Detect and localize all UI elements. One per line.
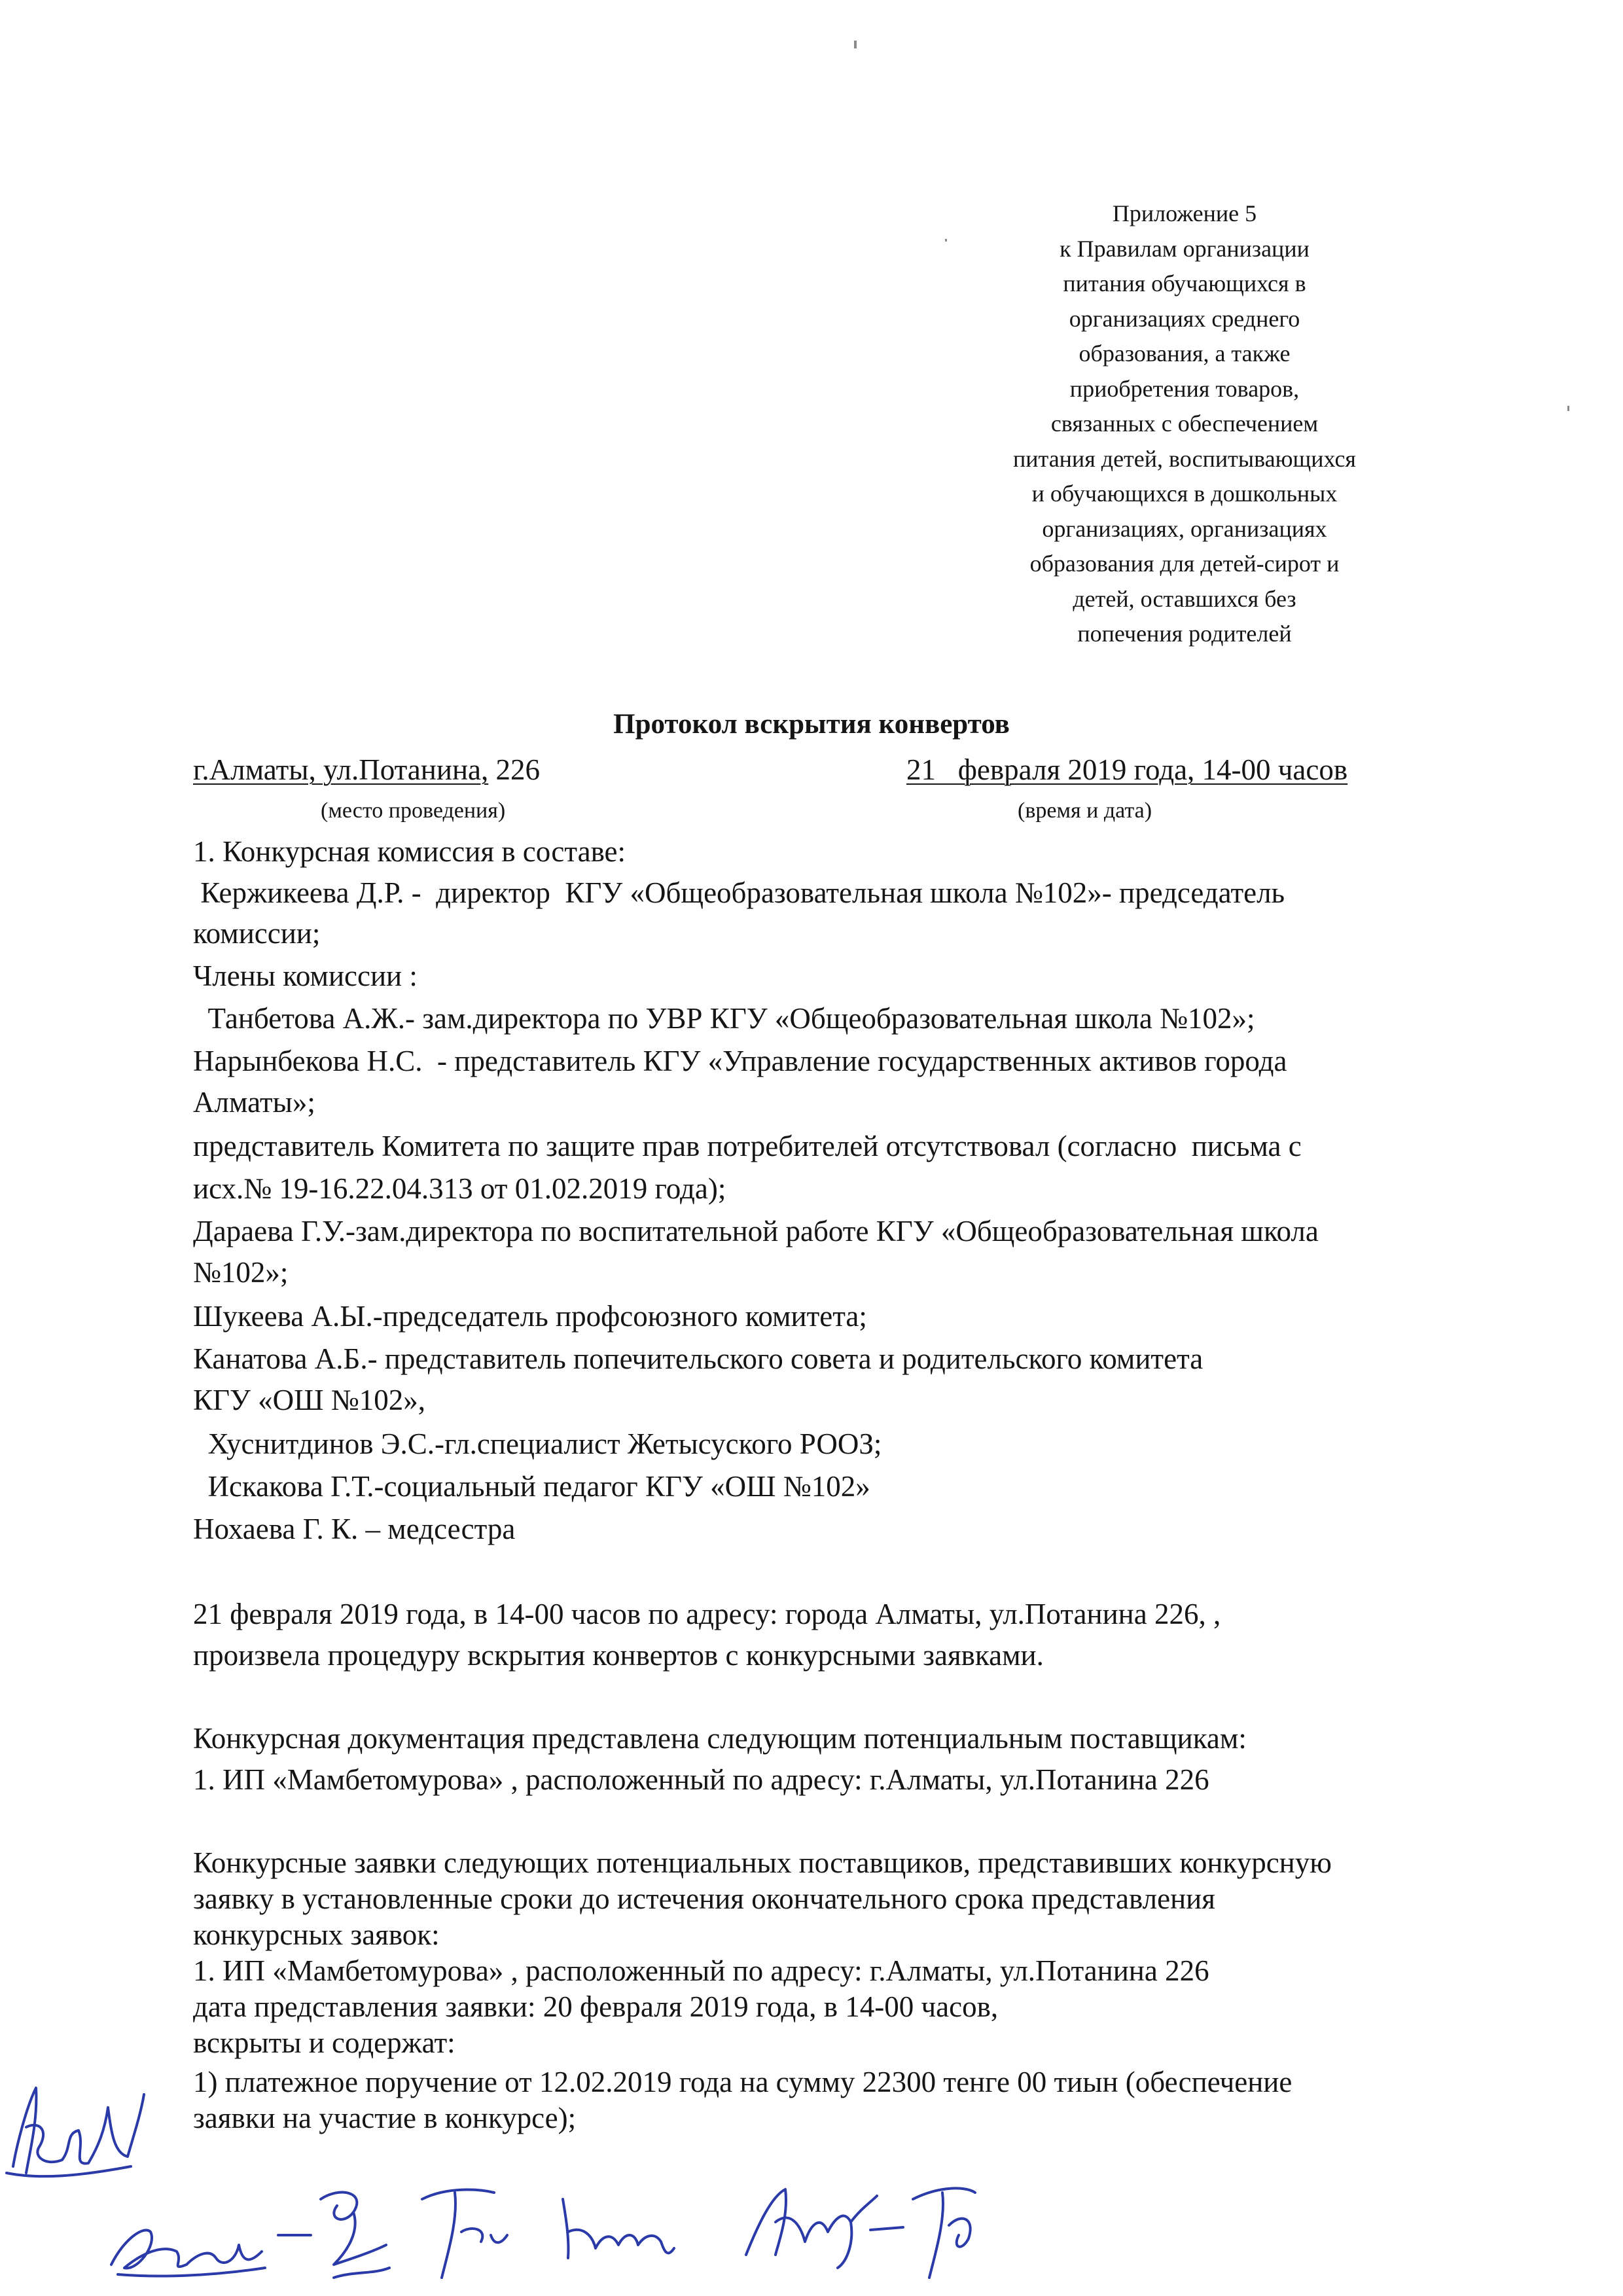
appendix-line: детей, оставшихся без xyxy=(1073,585,1296,612)
body-line: Конкурсные заявки следующих потенциальных поставщиков, представивших конкурсную xyxy=(193,1846,1332,1879)
body-line: Искакова Г.Т.-социальный педагог КГУ «ОШ №102» xyxy=(193,1470,870,1503)
body-line: вскрыты и содержат: xyxy=(193,2026,455,2059)
body-line: Нохаева Г. К. – медсестра xyxy=(193,1513,516,1545)
meeting-place-number: 226 xyxy=(488,753,541,786)
body-line: Конкурсная документация представлена следующим потенциальным поставщикам: xyxy=(193,1722,1247,1755)
appendix-line: образования, а также xyxy=(1079,340,1291,367)
meeting-datetime-caption: (время и дата) xyxy=(1018,798,1152,823)
body-line: дата представления заявки: 20 февраля 2019 года, в 14-00 часов, xyxy=(193,1990,999,2023)
body-line: Кержикеева Д.Р. - директор КГУ «Общеобразовательная школа №102»- председатель xyxy=(193,876,1285,909)
body-line: 1) платежное поручение от 12.02.2019 года на сумму 22300 тенге 00 тиын (обеспечение xyxy=(193,2066,1293,2098)
appendix-header xyxy=(955,196,1414,652)
document-title: Протокол вскрытия конвертов xyxy=(613,709,1010,740)
appendix-line: приобретения товаров, xyxy=(1069,375,1300,402)
body-line: Нарынбекова Н.С. - представитель КГУ «Управление государственных активов города xyxy=(193,1045,1287,1077)
scan-speck xyxy=(854,41,857,48)
appendix-line: образования для детей-сирот и xyxy=(1029,550,1340,577)
meeting-place xyxy=(193,753,540,787)
signature-1 xyxy=(105,2199,275,2284)
body-line: Шукеева А.Ы.-председатель профсоюзного комитета; xyxy=(193,1300,867,1333)
meeting-place-caption: (место проведения) xyxy=(321,798,506,823)
body-line: Танбетова А.Ж.- зам.директора по УВР КГУ «Общеобразовательная школа №102»; xyxy=(193,1002,1255,1035)
body-line: №102»; xyxy=(193,1256,289,1289)
body-line: конкурсных заявок: xyxy=(193,1918,440,1951)
body-line: 1. Конкурсная комиссия в составе: xyxy=(193,835,626,868)
scan-speck xyxy=(945,239,947,242)
meeting-datetime: 21 февраля 2019 года, 14-00 часов xyxy=(906,753,1348,786)
body-line: исх.№ 19-16.22.04.313 от 01.02.2019 года); xyxy=(193,1172,726,1205)
body-line: 1. ИП «Мамбетомурова» , расположенный по адресу: г.Алматы, ул.Потанина 226 xyxy=(193,1954,1209,1987)
body-line: заявки на участие в конкурсе); xyxy=(193,2102,577,2134)
appendix-line: питания детей, воспитывающихся xyxy=(1012,445,1356,472)
appendix-line: Приложение 5 xyxy=(1112,200,1257,226)
body-line: Дараева Г.У.-зам.директора по воспитательной работе КГУ «Общеобразовательная школа xyxy=(193,1215,1319,1247)
scan-speck xyxy=(1567,406,1569,411)
appendix-line: организациях, организациях xyxy=(1042,515,1327,542)
body-line: КГУ «ОШ №102», xyxy=(193,1384,425,1416)
appendix-line: попечения родителей xyxy=(1077,620,1292,647)
signature-6 xyxy=(900,2173,985,2284)
signature-5 xyxy=(740,2170,883,2274)
body-line: Члены комиссии : xyxy=(193,960,418,992)
signature-3 xyxy=(409,2173,514,2291)
appendix-line: к Правилам организации xyxy=(1060,235,1310,262)
body-line: комиссии; xyxy=(193,917,321,950)
signature-left-margin xyxy=(0,2068,157,2186)
body-line: Канатова А.Б.- представитель попечительского совета и родительского комитета xyxy=(193,1342,1204,1375)
appendix-line: связанных с обеспечением xyxy=(1050,410,1319,437)
signature-2 xyxy=(308,2179,399,2291)
body-line: представитель Комитета по защите прав потребителей отсутствовал (согласно письма с xyxy=(193,1130,1302,1162)
body-line: заявку в установленные сроки до истечения окончательного срока представления xyxy=(193,1882,1215,1915)
meeting-place-underlined: г.Алматы, ул.Потанина, xyxy=(193,753,489,786)
signature-4 xyxy=(556,2186,681,2278)
body-line: произвела процедуру вскрытия конвертов с конкурсными заявками. xyxy=(193,1639,1044,1672)
body-line: 1. ИП «Мамбетомурова» , расположенный по адресу: г.Алматы, ул.Потанина 226 xyxy=(193,1763,1209,1796)
appendix-line: питания обучающихся в xyxy=(1063,270,1306,296)
body-line: Хуснитдинов Э.С.-гл.специалист Жетысуского РООЗ; xyxy=(193,1427,882,1460)
appendix-line: организациях среднего xyxy=(1069,305,1300,332)
body-line: Алматы»; xyxy=(193,1086,315,1119)
body-line: 21 февраля 2019 года, в 14-00 часов по адресу: города Алматы, ул.Потанина 226, , xyxy=(193,1598,1221,1630)
appendix-line: и обучающихся в дошкольных xyxy=(1031,480,1338,507)
